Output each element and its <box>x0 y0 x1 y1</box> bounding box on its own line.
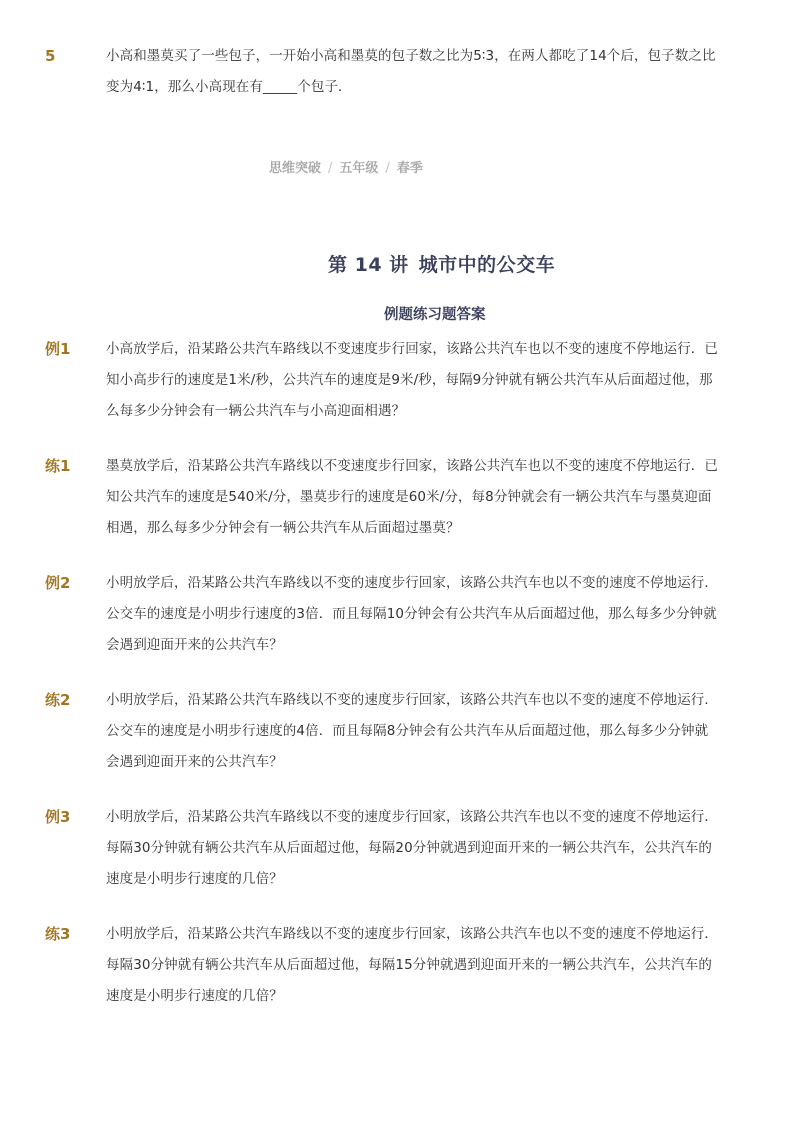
breadcrumb-separator: / <box>328 161 333 176</box>
section-title: 例题练习题答案 <box>384 307 486 323</box>
lecture-name: 城市中的公交车 <box>418 254 556 276</box>
problem-label: 例3 <box>45 808 71 826</box>
problem-text: 小明放学后，沿某路公共汽车路线以不变的速度步行回家，该路公共汽车也以不变的速度不停地运行．每隔30分钟就有辆公共汽车从后面超过他，每隔15分钟就遇到迎面开来的一辆公共汽车，公共汽车的速度是小明步行速度的几倍？ <box>106 926 718 1004</box>
problem-label: 例2 <box>45 574 71 592</box>
problem-text: 小明放学后，沿某路公共汽车路线以不变的速度步行回家，该路公共汽车也以不变的速度不停地运行．每隔30分钟就有辆公共汽车从后面超过他，每隔20分钟就遇到迎面开来的一辆公共汽车，公共汽车的速度是小明步行速度的几倍？ <box>106 809 718 887</box>
lecture-number: 第 14 讲 <box>328 254 409 276</box>
problem-text: 小明放学后，沿某路公共汽车路线以不变的速度步行回家，该路公共汽车也以不变的速度不停地运行．公交车的速度是小明步行速度的4倍．而且每隔8分钟会有公共汽车从后面超过他，那么每多少分钟就会遇到迎面开来的公共汽车？ <box>106 692 718 770</box>
breadcrumb-season: 春季 <box>396 161 423 176</box>
problem-label: 例1 <box>45 340 71 358</box>
problem-label: 5 <box>45 47 56 65</box>
problem-label: 练1 <box>45 457 71 475</box>
problem-text: 小明放学后，沿某路公共汽车路线以不变的速度步行回家，该路公共汽车也以不变的速度不停地运行．公交车的速度是小明步行速度的3倍．而且每隔10分钟会有公共汽车从后面超过他，那么每多少分钟就会遇到迎面开来的公共汽车？ <box>106 575 718 653</box>
problem-text: 墨莫放学后，沿某路公共汽车路线以不变速度步行回家，该路公共汽车也以不变的速度不停地运行．已知公共汽车的速度是540米/分，墨莫步行的速度是60米/分，每8分钟就会有一辆公共汽车与墨莫迎面相遇，那么每多少分钟会有一辆公共汽车从后面超过墨莫？ <box>106 458 718 536</box>
problem-label: 练2 <box>45 691 71 709</box>
problem-label: 练3 <box>45 925 71 943</box>
breadcrumb-separator: / <box>385 161 390 176</box>
breadcrumb-grade: 五年级 <box>339 161 379 176</box>
lecture-title <box>328 250 555 277</box>
problem-text: 小高放学后，沿某路公共汽车路线以不变速度步行回家，该路公共汽车也以不变的速度不停地运行．已知小高步行的速度是1米/秒，公共汽车的速度是9米/秒，每隔9分钟就有辆公共汽车从后面超过他，那么每多少分钟会有一辆公共汽车与小高迎面相遇？ <box>106 341 718 419</box>
problem-text: 小高和墨莫买了一些包子，一开始小高和墨莫的包子数之比为5∶3，在两人都吃了14个后，包子数之比变为4∶1，那么小高现在有_____个包子． <box>106 48 716 95</box>
breadcrumb-course: 思维突破 <box>269 161 322 176</box>
breadcrumb <box>269 157 423 176</box>
